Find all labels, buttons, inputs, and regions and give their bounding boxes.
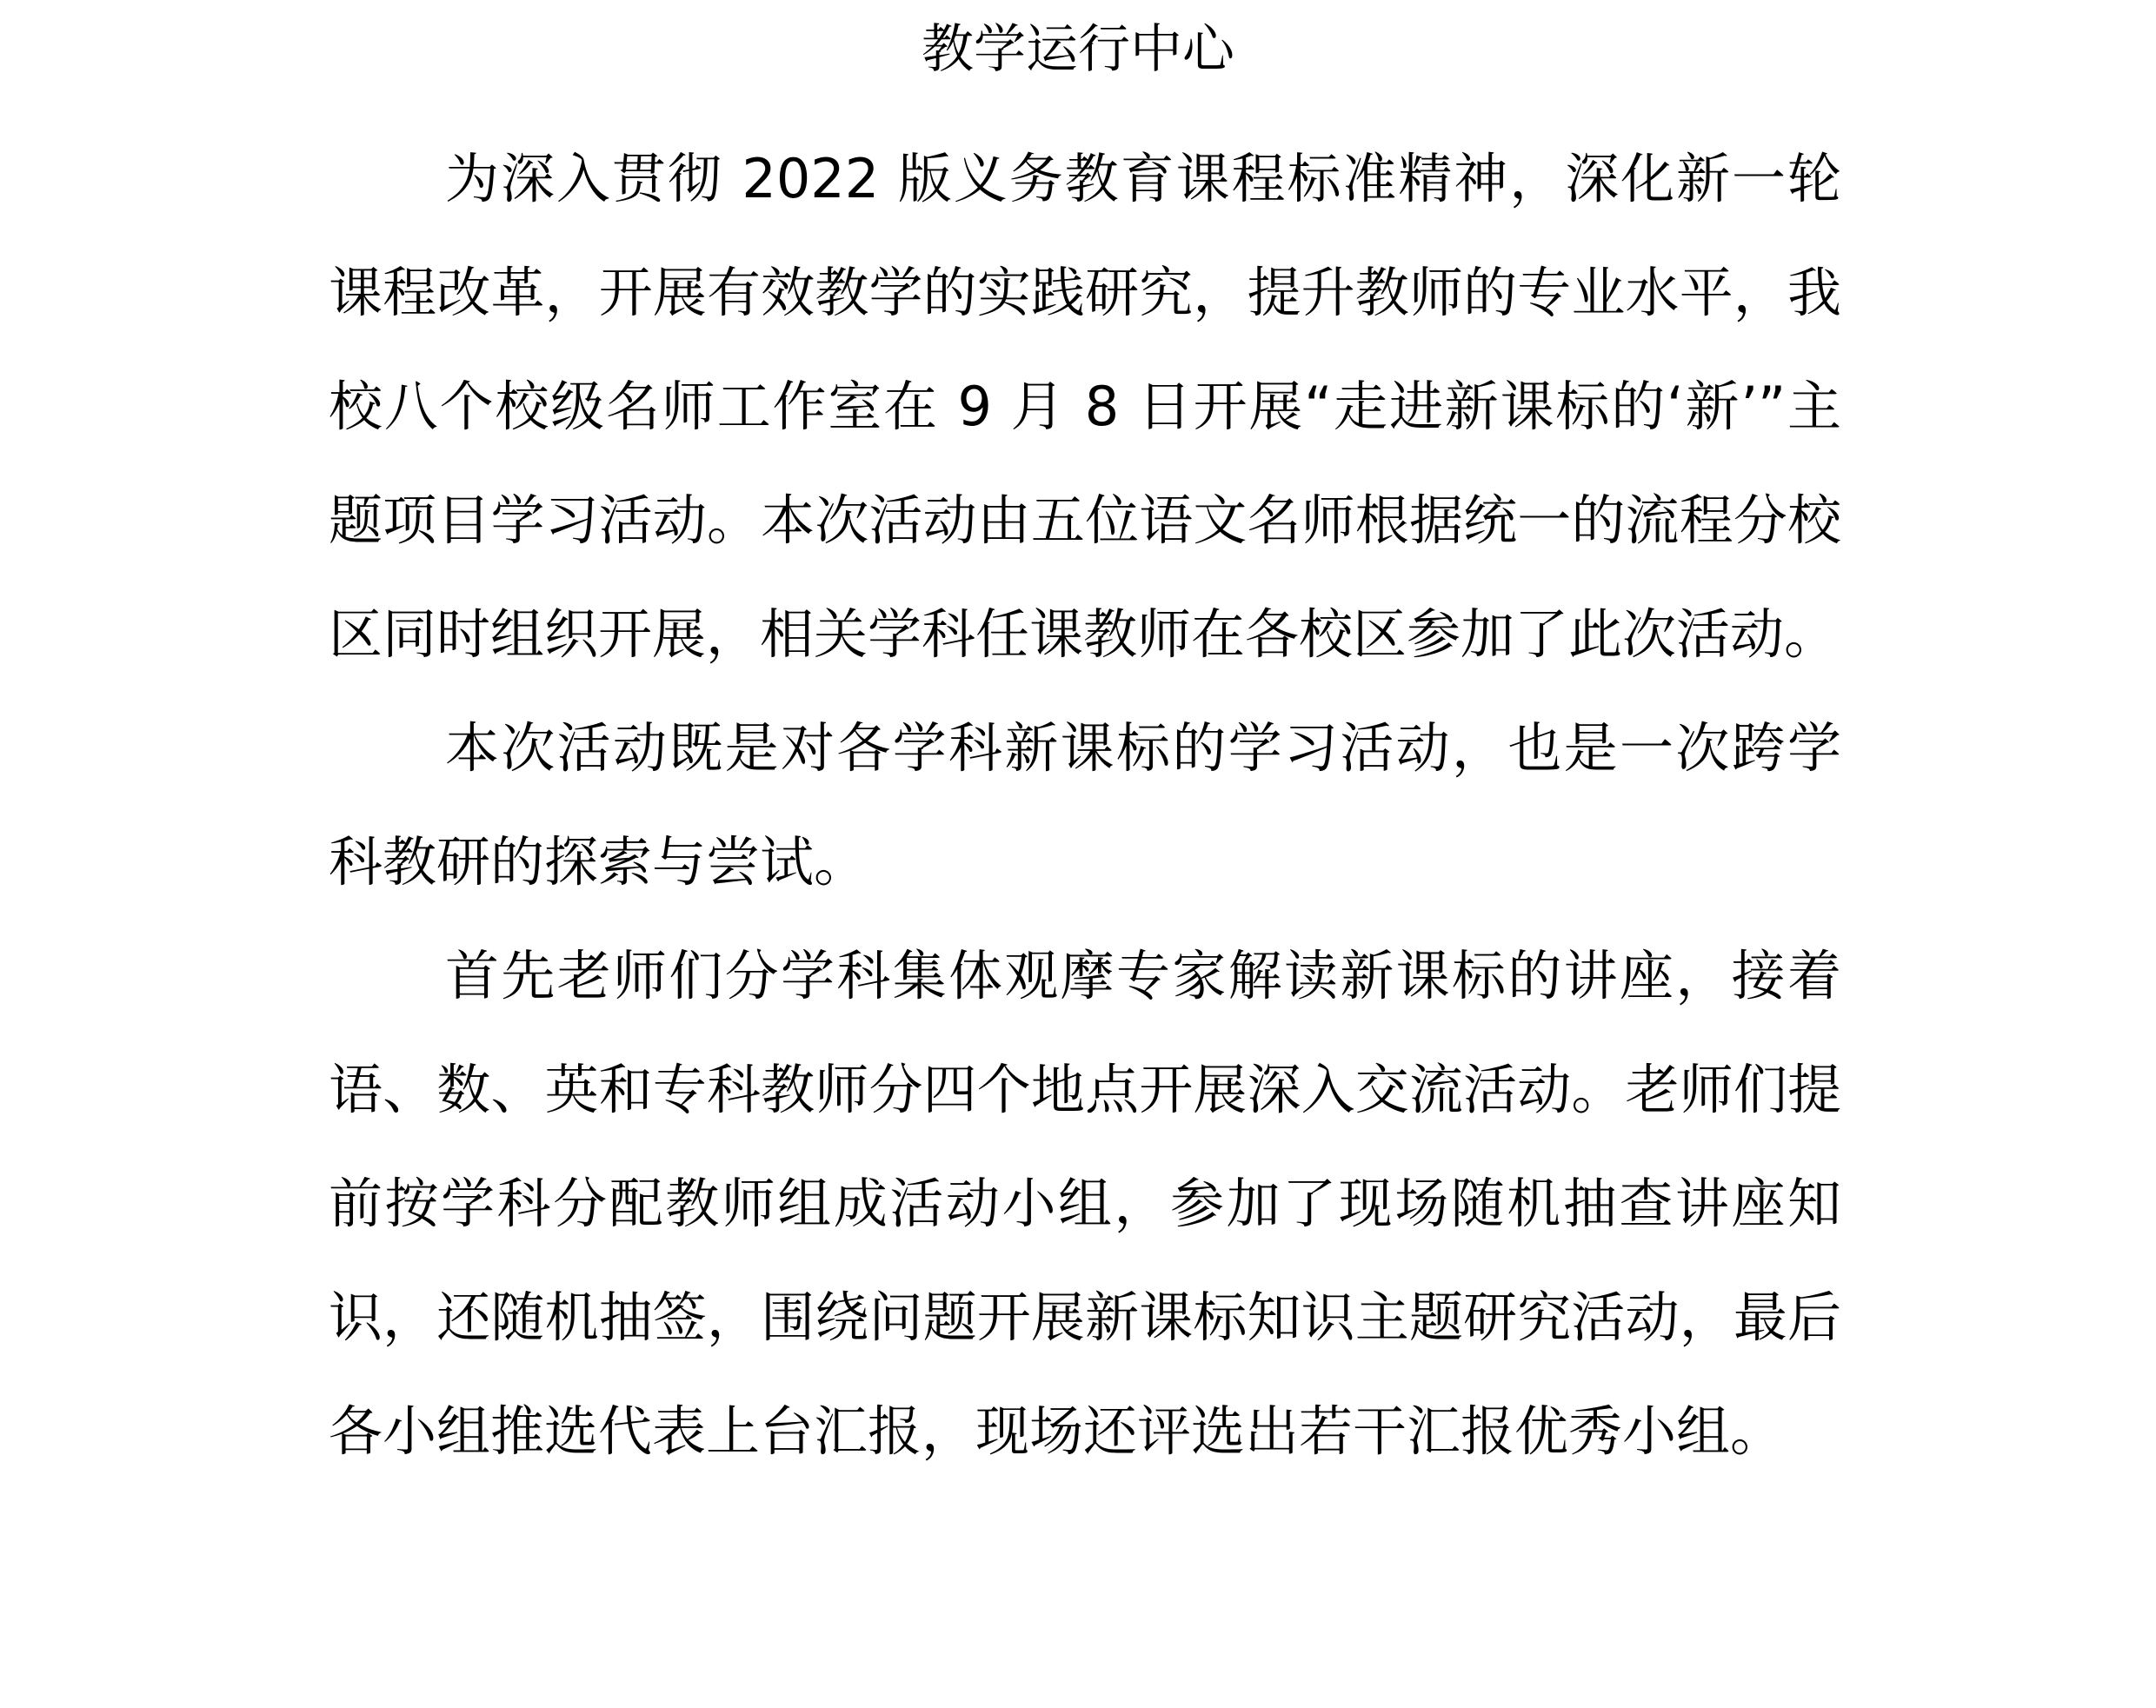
document-body bbox=[329, 122, 1841, 1488]
paragraph-1: 为深入贯彻 2022 版义务教育课程标准精神，深化新一轮课程改革，开展有效教学的实践研究，提升教师的专业水平，我校八个校级名师工作室在 9 月 8 日开展“走进新课标的‘新’”主题项目学习活动。本次活动由五位语文名师根据统一的流程分校区同时组织开展，相关学科任课教师在各校区参加了此次活动。 bbox=[329, 147, 1841, 666]
paragraph-2: 本次活动既是对各学科新课标的学习活动，也是一次跨学科教研的探索与尝试。 bbox=[329, 716, 1841, 894]
paragraph-3: 首先老师们分学科集体观摩专家解读新课标的讲座，接着语、数、英和专科教师分四个地点开展深入交流活动。老师们提前按学科分配教师组成活动小组，参加了现场随机抽查讲座知识，还随机抽签，围绕问题开展新课标知识主题研究活动，最后各小组推选代表上台汇报，现场还评选出若干汇报优秀小组。 bbox=[329, 944, 1841, 1463]
document-title: 教学运行中心 bbox=[922, 19, 1234, 80]
